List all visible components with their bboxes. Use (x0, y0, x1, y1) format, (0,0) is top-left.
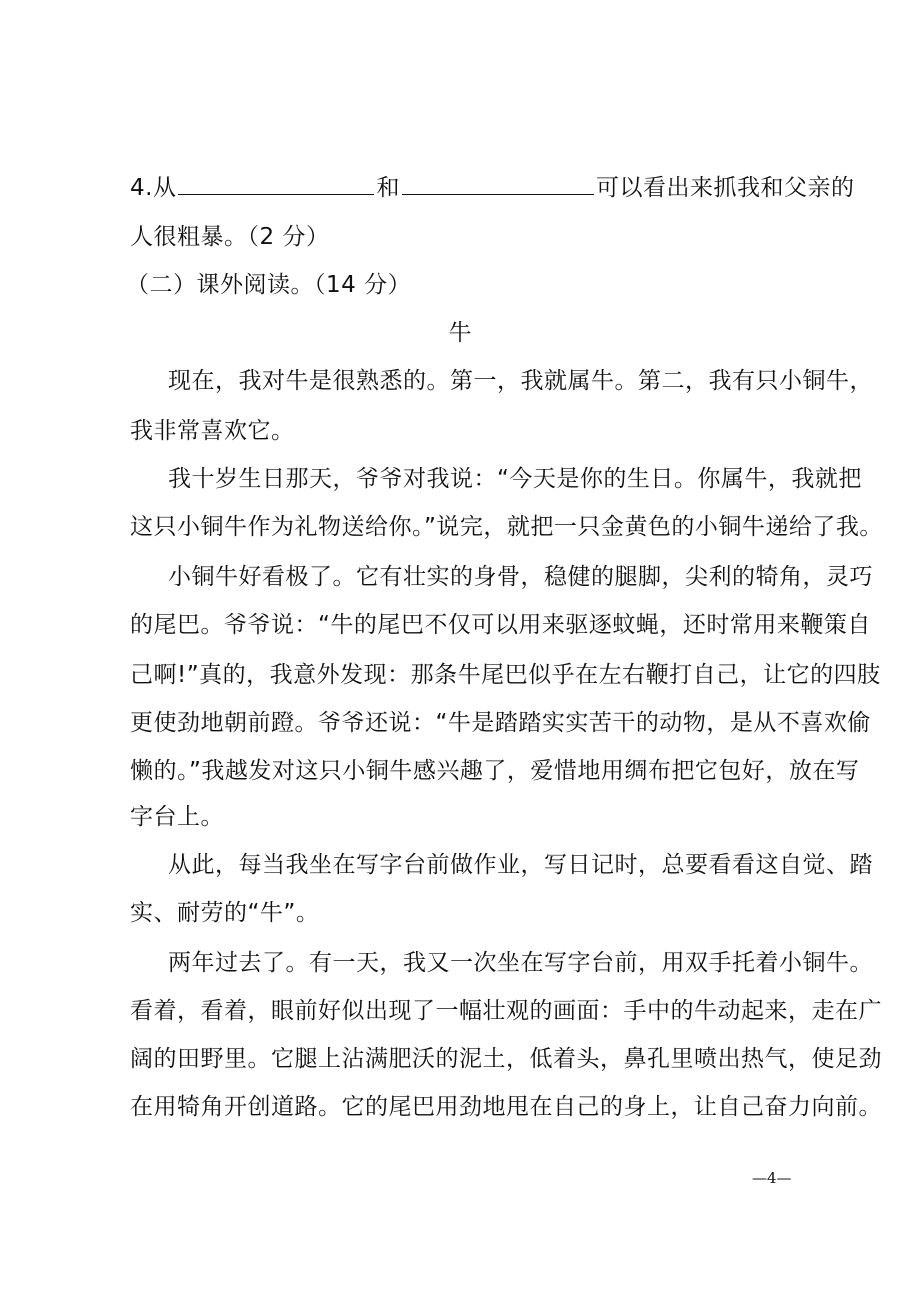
section-heading: （二）课外阅读。（14 分） (126, 272, 412, 298)
paragraph-3-line-2: 的尾巴。爷爷说：“牛的尾巴不仅可以用来驱逐蚊蝇，还时常用来鞭策自 (130, 612, 871, 638)
question-4-line-2: 人很粗暴。（2 分） (130, 224, 330, 250)
paragraph-5-line-4: 在用犄角开创道路。它的尾巴用劲地甩在自己的身上，让自己奋力向前。 (130, 1094, 882, 1120)
paragraph-3-line-5: 懒的。”我越发对这只小铜牛感兴趣了，爱惜地用绸布把它包好，放在写 (130, 758, 860, 784)
question-4-line-1 (130, 172, 855, 203)
paragraph-2-line-2: 这只小铜牛作为礼物送给你。”说完，就把一只金黄色的小铜牛递给了我。 (130, 514, 883, 540)
paragraph-5-line-2: 看着，看着，眼前好似出现了一幅壮观的画面：手中的牛动起来，走在广 (130, 998, 882, 1024)
question-4-prefix: 4.从 (130, 175, 177, 201)
question-4-middle: 和 (376, 175, 400, 201)
essay-title: 牛 (448, 320, 472, 346)
paragraph-3-line-4: 更使劲地朝前蹬。爷爷还说：“牛是踏踏实实苦干的动物，是从不喜欢偷 (130, 710, 871, 736)
paragraph-5-line-3: 阔的田野里。它腿上沾满肥沃的泥土，低着头，鼻孔里喷出热气，使足劲 (130, 1046, 882, 1072)
page-number: —4— (752, 1169, 792, 1187)
paragraph-1-line-1: 现在，我对牛是很熟悉的。第一，我就属牛。第二，我有只小铜牛， (168, 368, 873, 394)
paragraph-5-line-1: 两年过去了。有一天，我又一次坐在写字台前，用双手托着小铜牛。 (168, 950, 873, 976)
answer-blank-1[interactable] (178, 172, 374, 195)
paragraph-4-line-2: 实、耐劳的“牛”。 (130, 900, 320, 926)
paragraph-4-line-1: 从此，每当我坐在写字台前做作业，写日记时，总要看看这自觉、踏 (168, 852, 873, 878)
answer-blank-2[interactable] (402, 172, 594, 195)
paragraph-2-line-1: 我十岁生日那天，爷爷对我说：“今天是你的生日。你属牛，我就把 (168, 466, 862, 492)
paragraph-3-line-1: 小铜牛好看极了。它有壮实的身骨，稳健的腿脚，尖利的犄角，灵巧 (168, 564, 873, 590)
paragraph-1-line-2: 我非常喜欢它。 (130, 418, 295, 444)
paragraph-3-line-6: 字台上。 (130, 804, 224, 830)
paragraph-3-line-3: 己啊!”真的，我意外发现：那条牛尾巴似乎在左右鞭打自己，让它的四肢 (130, 662, 881, 688)
question-4-suffix: 可以看出来抓我和父亲的 (595, 175, 855, 201)
